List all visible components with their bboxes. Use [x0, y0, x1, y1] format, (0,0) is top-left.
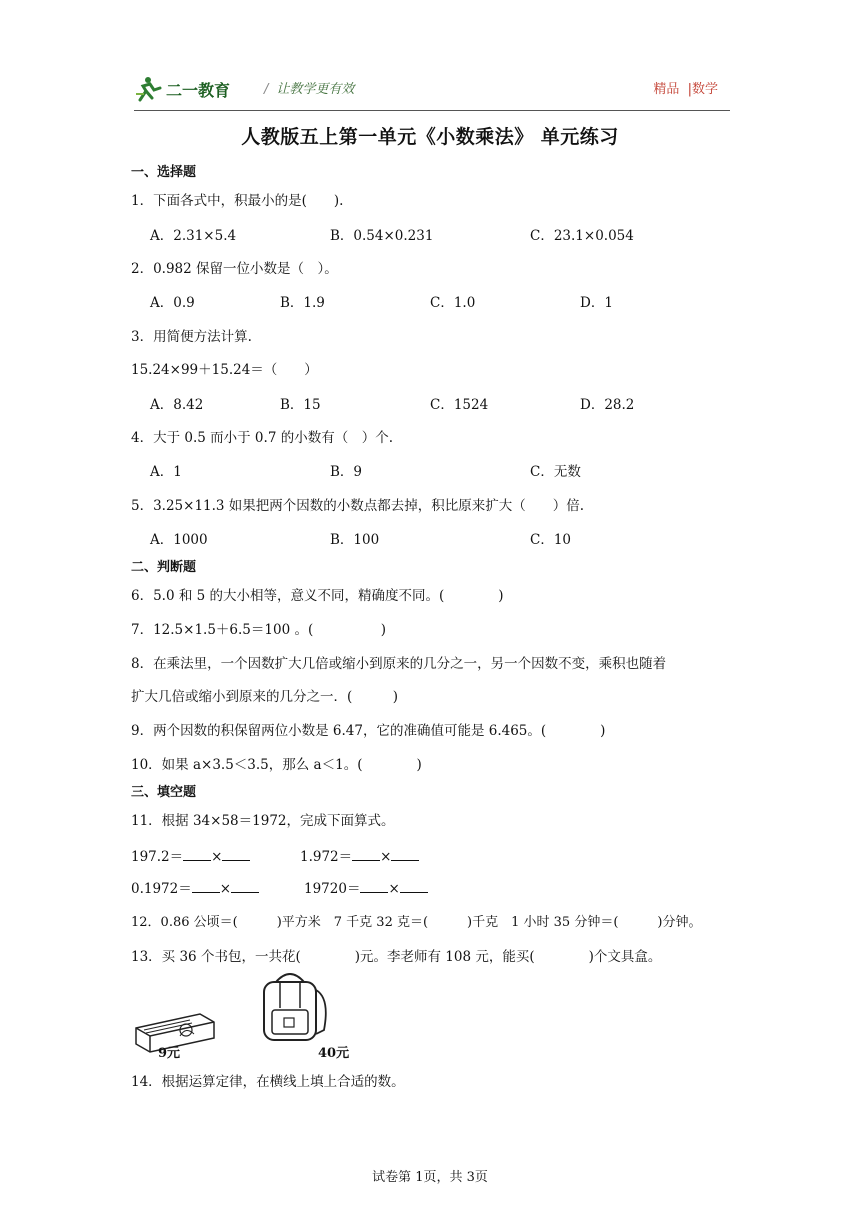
q11-c-label: 0.1972＝ — [131, 881, 192, 897]
question-14: 14．根据运算定律，在横线上填上合适的数。 — [131, 1074, 405, 1090]
question-5-option-c[interactable]: C．10 — [530, 532, 572, 548]
question-2-option-b[interactable]: B．1.9 — [280, 295, 325, 311]
times-sign: × — [211, 849, 223, 865]
category-tag: 精品 |数学 — [653, 82, 718, 97]
q11-d-label: 19720＝ — [304, 881, 361, 897]
backpack-icon — [254, 968, 338, 1046]
question-3-option-b[interactable]: B．15 — [280, 397, 321, 413]
question-7: 7．12.5×1.5＋6.5＝100 。( ) — [131, 622, 386, 638]
question-5-option-a[interactable]: A．1000 — [150, 532, 208, 548]
question-2-stem: 2．0.982 保留一位小数是（ ）。 — [131, 261, 338, 277]
question-6: 6．5.0 和 5 的大小相等，意义不同，精确度不同。( ) — [131, 588, 504, 604]
q11-b-blank-2[interactable] — [391, 848, 419, 861]
page-header — [134, 70, 730, 106]
question-2-option-a[interactable]: A．0.9 — [150, 295, 195, 311]
tag-quality: 精品 — [653, 82, 680, 97]
q11-a-label: 197.2＝ — [131, 849, 184, 865]
question-3-expression: 15.24×99＋15.24＝（ ） — [131, 362, 318, 378]
q11-c-blank-1[interactable] — [192, 880, 220, 893]
question-1-stem: 1．下面各式中，积最小的是( ). — [131, 193, 344, 209]
question-4-option-c[interactable]: C．无数 — [530, 464, 581, 480]
logo-text: 二一教育 — [166, 81, 231, 100]
question-4-option-b[interactable]: B．9 — [330, 464, 363, 480]
question-2-option-d[interactable]: D．1 — [580, 295, 613, 311]
section-heading-fill: 三、填空题 — [131, 785, 197, 800]
question-1-option-a[interactable]: A．2.31×5.4 — [150, 228, 237, 244]
q11-d-blank-1[interactable] — [360, 880, 388, 893]
question-5-option-b[interactable]: B．100 — [330, 532, 380, 548]
tag-subject: 数学 — [691, 82, 718, 97]
question-11-item-a — [131, 845, 250, 865]
q11-d-blank-2[interactable] — [400, 880, 428, 893]
backpack-price: 40元 — [318, 1046, 350, 1061]
page-footer: 试卷第 1页，共 3页 — [372, 1170, 488, 1185]
logo-runner-icon — [134, 74, 252, 104]
q11-a-blank-2[interactable] — [222, 848, 250, 861]
slogan: / 让教学更有效 — [264, 82, 355, 97]
question-11-stem: 11．根据 34×58＝1972，完成下面算式。 — [131, 813, 395, 829]
question-3-option-d[interactable]: D．28.2 — [580, 397, 635, 413]
section-heading-choice: 一、选择题 — [131, 165, 197, 180]
question-8-line-2: 扩大几倍或缩小到原来的几分之一．( ) — [131, 689, 399, 705]
times-sign: × — [380, 849, 392, 865]
question-5-stem: 5．3.25×11.3 如果把两个因数的小数点都去掉，积比原来扩大（ ）倍. — [131, 498, 585, 514]
question-1-option-b[interactable]: B．0.54×0.231 — [330, 228, 434, 244]
question-4-stem: 4．大于 0.5 而小于 0.7 的小数有（ ）个. — [131, 430, 393, 446]
question-2-option-c[interactable]: C．1.0 — [430, 295, 476, 311]
q11-b-label: 1.972＝ — [300, 849, 353, 865]
header-divider — [134, 110, 730, 111]
question-1-option-c[interactable]: C．23.1×0.054 — [530, 228, 634, 244]
question-3-option-a[interactable]: A．8.42 — [150, 397, 204, 413]
question-4-option-a[interactable]: A．1 — [150, 464, 182, 480]
question-13: 13．买 36 个书包，一共花( )元。李老师有 108 元，能买( )个文具盒。 — [131, 949, 662, 965]
question-3-option-c[interactable]: C．1524 — [430, 397, 489, 413]
question-11-item-b — [300, 845, 419, 865]
pencil-case-price: 9元 — [158, 1046, 181, 1061]
section-heading-judge: 二、判断题 — [131, 560, 197, 575]
q11-c-blank-2[interactable] — [231, 880, 259, 893]
question-12: 12．0.86 公顷＝( )平方米 7 千克 32 克＝( )千克 1 小时 35 分钟＝( )分钟。 — [131, 915, 702, 930]
times-sign: × — [219, 881, 232, 897]
question-10: 10．如果 a×3.5＜3.5，那么 a＜1。( ) — [131, 757, 422, 773]
question-9: 9．两个因数的积保留两位小数是 6.47，它的准确值可能是 6.465。( ) — [131, 723, 606, 739]
question-11-item-c — [131, 877, 259, 897]
question-11-item-d — [304, 877, 428, 897]
slogan-text: 让教学更有效 — [276, 82, 355, 97]
page-title: 人教版五上第一单元《小数乘法》 单元练习 — [241, 126, 619, 148]
q11-b-blank-1[interactable] — [352, 848, 380, 861]
question-13-pictures — [128, 968, 368, 1064]
times-sign: × — [388, 881, 400, 897]
question-8-line-1: 8．在乘法里，一个因数扩大几倍或缩小到原来的几分之一，另一个因数不变，乘积也随着 — [131, 656, 667, 672]
q11-a-blank-1[interactable] — [183, 848, 211, 861]
question-3-stem: 3．用简便方法计算. — [131, 329, 252, 345]
